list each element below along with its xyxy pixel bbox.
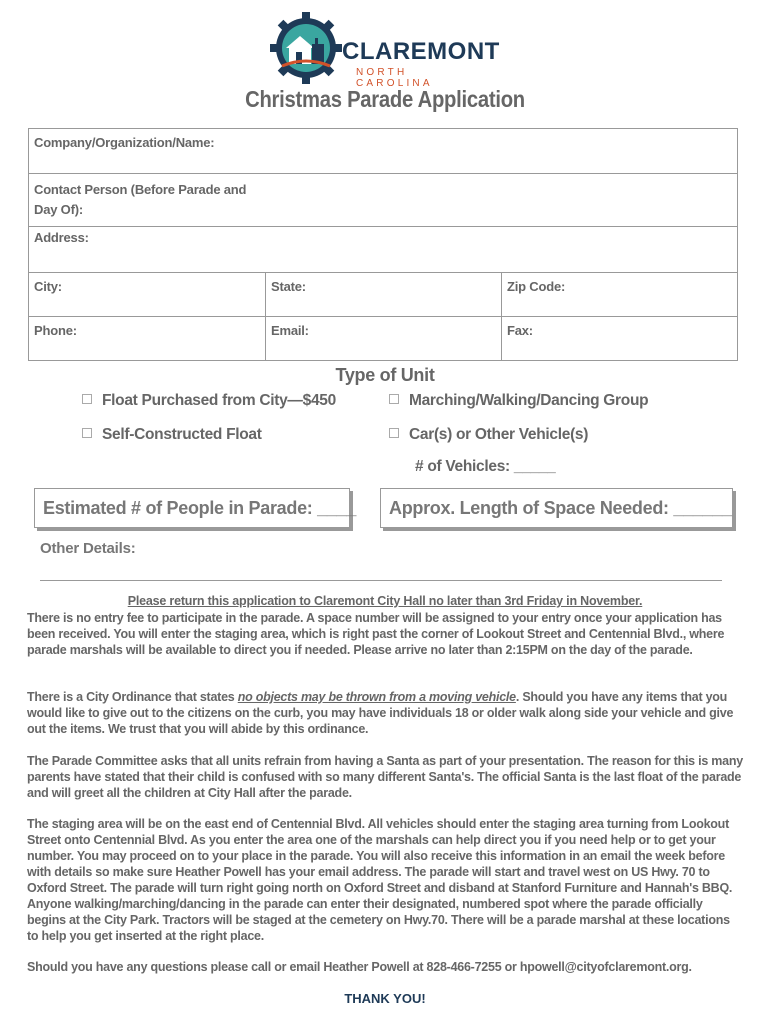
vehicle-count-field[interactable]: # of Vehicles: _____ [415,458,556,475]
paragraph-ordinance [27,689,743,737]
checkbox-icon[interactable] [389,428,399,438]
return-notice: Please return this application to Claremont City Hall no later than 3rd Friday in November. [127,594,643,608]
state-field[interactable] [266,273,502,317]
paragraph-contact: Should you have any questions please call or email Heather Powell at 828-466-7255 or hpowell@cityofclaremont.org. [27,960,692,974]
city-label: City: [34,279,62,294]
option-self-constructed-float[interactable] [82,426,262,444]
fax-label: Fax: [507,323,533,338]
contact-person-field[interactable] [29,174,738,227]
claremont-logo [268,10,500,90]
address-label: Address: [34,230,89,245]
option-label: Float Purchased from City—$450 [102,392,336,409]
option-marching-group[interactable] [389,392,648,410]
contact-label-line2: Day Of): [34,202,83,217]
paragraph-santa: The Parade Committee asks that all units refrain from having a Santa as part of your presentation. The reason for this is many parents have stated that their child is confused with so many different Santa's. The official Santa is the last float of the parade and will greet all the children at City Hall after the parade. [27,754,743,800]
address-field[interactable] [29,227,738,273]
logo-wordmark: CLAREMONT [342,38,500,65]
option-float-purchased[interactable] [82,392,336,410]
checkbox-icon[interactable] [82,394,92,404]
option-vehicles[interactable] [389,426,588,444]
applicant-info-table [28,128,738,361]
paragraph-staging-area: The staging area will be on the east end of Centennial Blvd. All vehicles should enter the staging area turning from Lookout Street onto Centennial Blvd. As you enter the area one of the marshals can help direct you if you need help or to get your number. You may proceed on to your place in the parade. You will also receive this information in an email the week before with details so make sure Heather Powell has your email address. The parade will start and travel west on US Hwy. 70 to Oxford Street. The parade will turn right going north on Oxford Street and disband at Stanford Furniture and Hannah's BBQ. Anyone walking/marching/dancing in the parade can enter their designated, numbered spot where the parade officially begins at the City Park. Tractors will be staged at the cemetery on Hwy.70. There will be a parade marshal at these locations to help you get inserted at the right place. [27,817,733,943]
paragraph-entry-fee: There is no entry fee to participate in the parade. A space number will be assigned to your entry once your application has been received. You will enter the staging area, which is right past the corner of Lookout Street and Centennial Blvd., where parade marshals will be available to direct you if needed. Please arrive no later than 2:15PM on the day of the parade. [27,611,725,657]
type-of-unit-heading: Type of Unit [335,365,435,385]
people-estimate-box[interactable]: Estimated # of People in Parade: ____ [34,488,350,528]
company-field[interactable] [29,129,738,174]
city-field[interactable] [29,273,266,317]
contact-label-line1: Contact Person (Before Parade and [34,182,247,197]
email-label: Email: [271,323,309,338]
zip-field[interactable] [502,273,738,317]
ordinance-text-end: . Should you have any items that you would like to give out to the citizens on the curb, you may have individuals 18 or older walk along side your vehicle and give out the items. We trust that you will abide by this ordinance. [27,690,734,736]
email-field[interactable] [266,317,502,361]
ordinance-emphasis: no objects may be thrown from a moving vehicle [237,690,516,704]
company-label: Company/Organization/Name: [34,135,215,150]
fax-field[interactable] [502,317,738,361]
state-label: State: [271,279,306,294]
ordinance-text-start: There is a City Ordinance that states [27,690,238,704]
other-details-line[interactable] [40,580,722,581]
phone-label: Phone: [34,323,77,338]
option-label: Self-Constructed Float [102,426,262,443]
gear-house-logo-icon [268,10,344,86]
page-title: Christmas Parade Application [245,86,525,112]
space-length-box[interactable]: Approx. Length of Space Needed: ______ [380,488,733,528]
other-details-label: Other Details: [40,540,136,557]
option-label: Car(s) or Other Vehicle(s) [409,426,589,443]
thank-you: THANK YOU! [344,991,426,1006]
checkbox-icon[interactable] [389,394,399,404]
checkbox-icon[interactable] [82,428,92,438]
option-label: Marching/Walking/Dancing Group [409,392,649,409]
zip-label: Zip Code: [507,279,566,294]
phone-field[interactable] [29,317,266,361]
logo-subtitle: NORTH CAROLINA [356,67,433,89]
